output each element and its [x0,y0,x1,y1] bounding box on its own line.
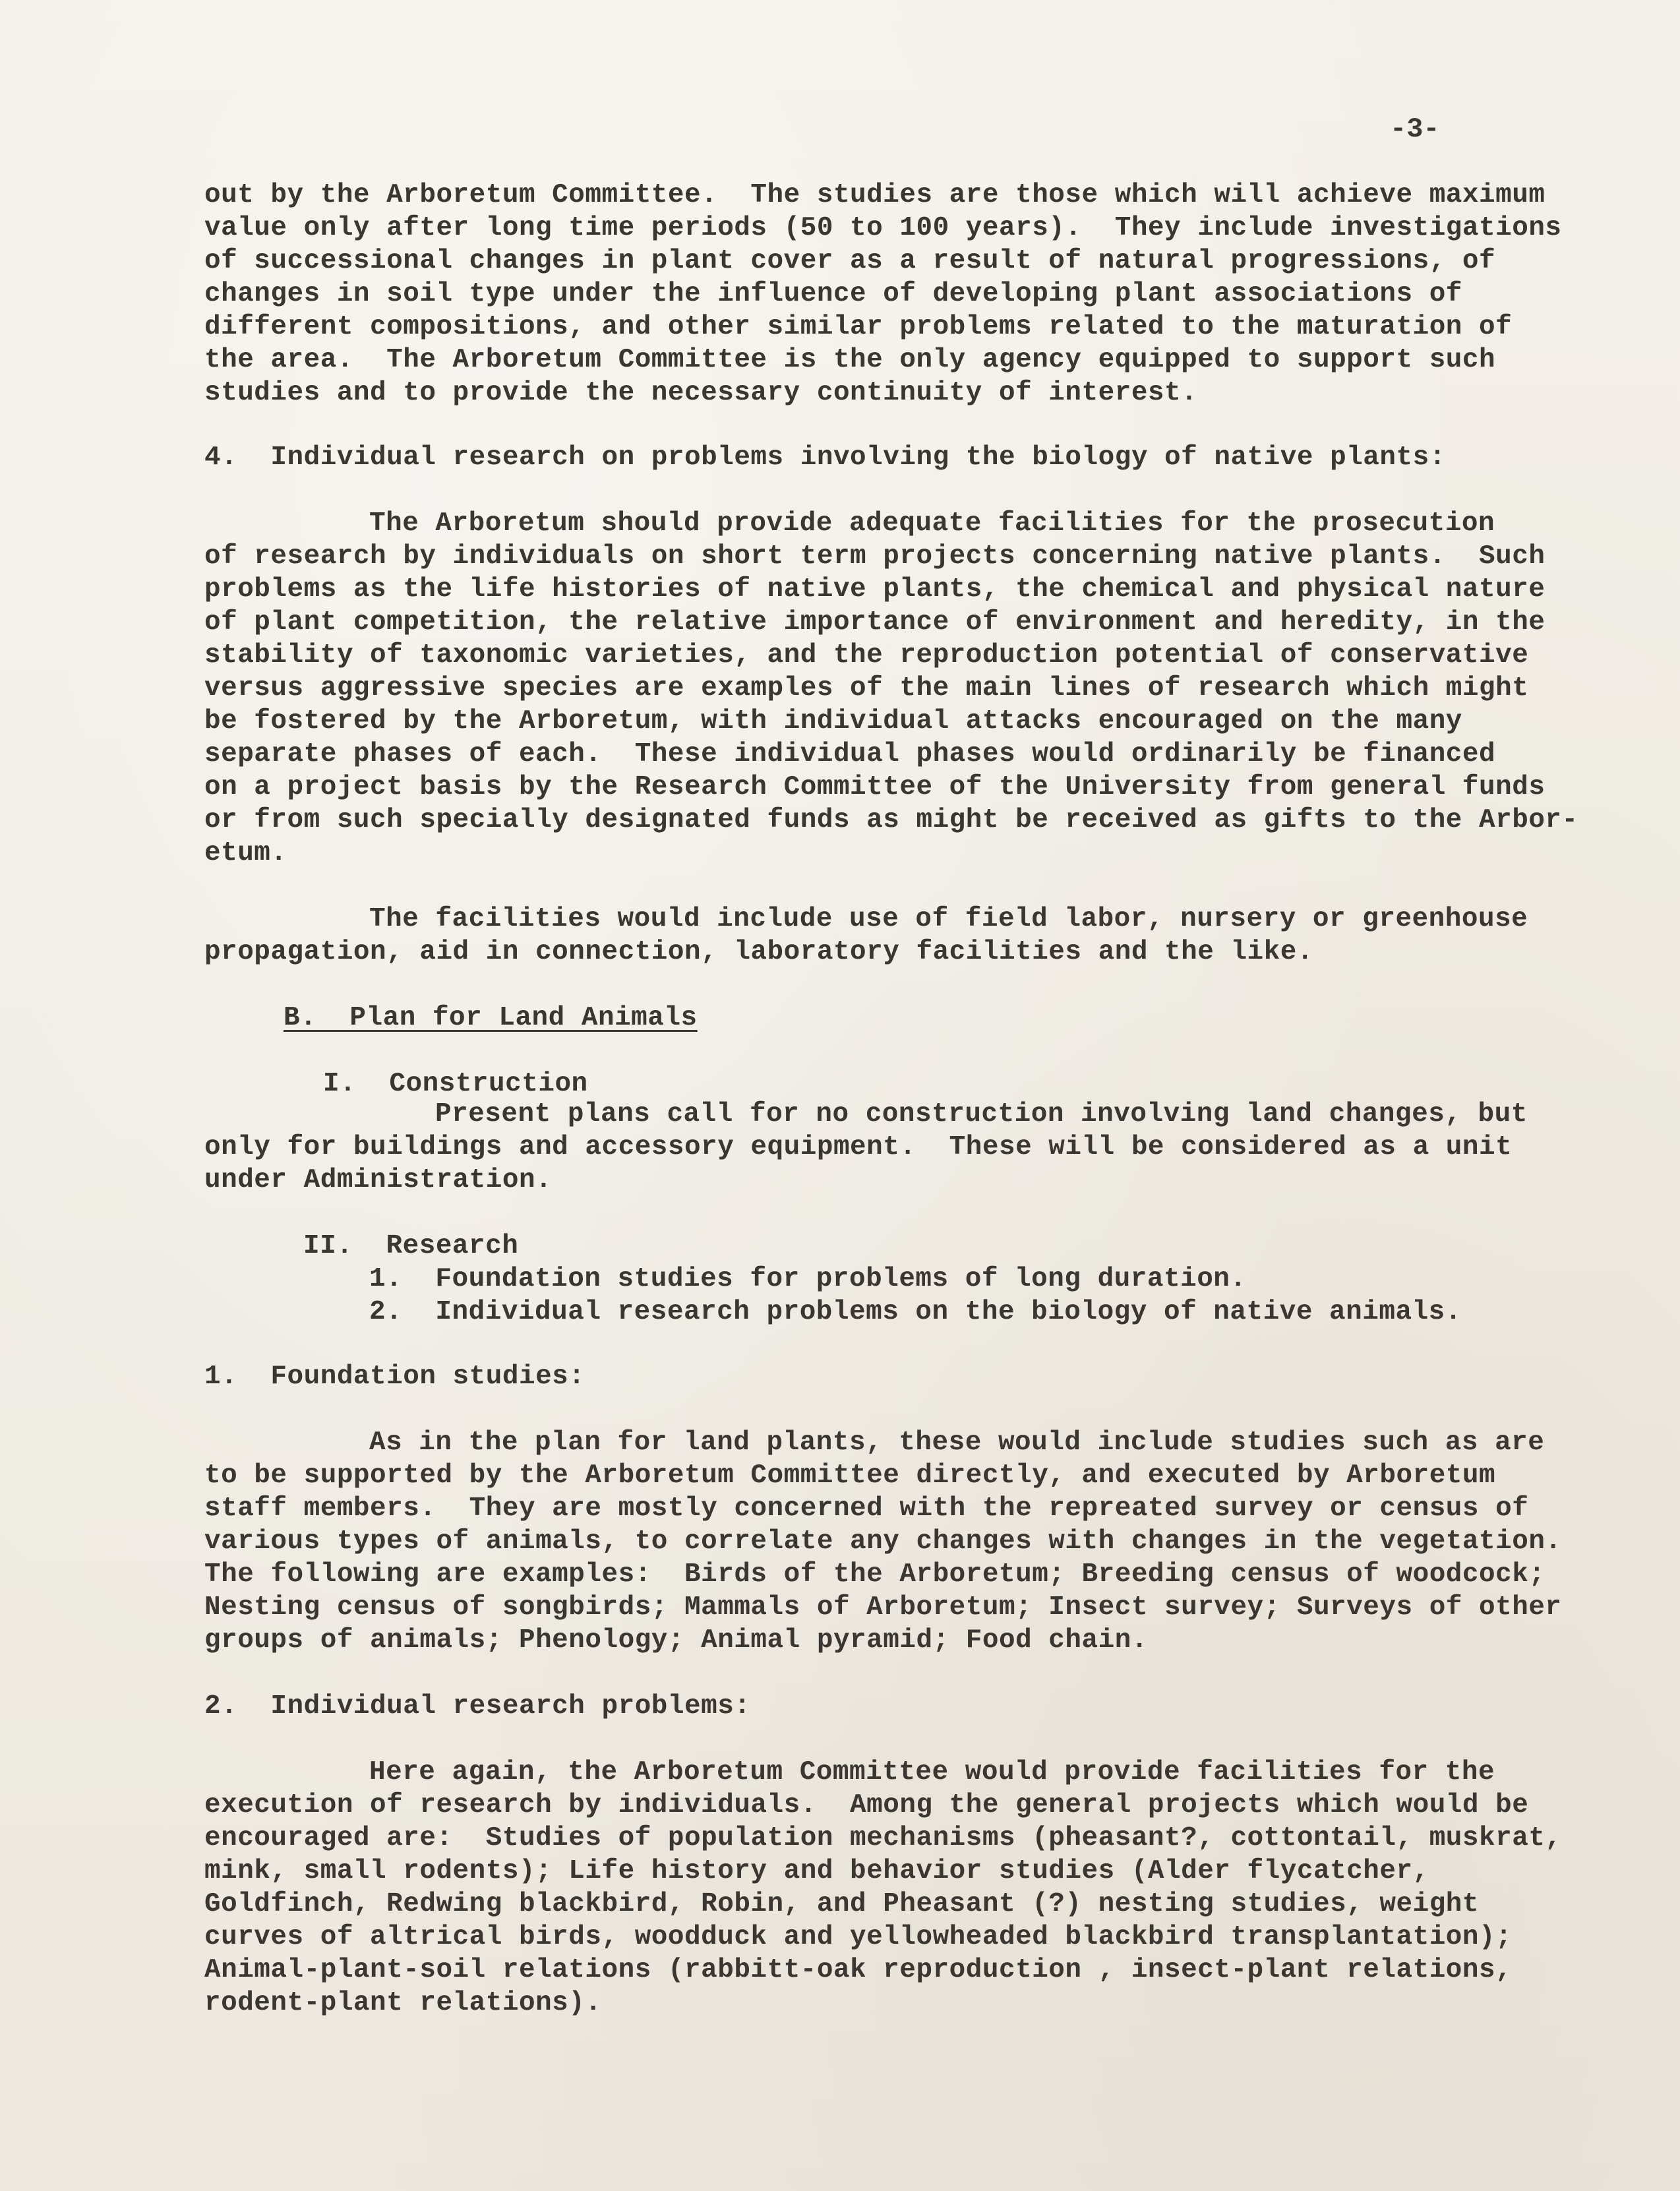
paragraph-1-line: out by the Arboretum Committee. The studies are those which will achieve maximum [204,180,1545,210]
individual-text-line: Here again, the Arboretum Committee would provide facilities for the [369,1757,1495,1787]
paragraph-3-line: propagation, aid in connection, laboratory facilities and the like. [204,937,1313,967]
construction-text-line: under Administration. [204,1165,553,1195]
paragraph-2-line: of plant competition, the relative importance of environment and heredity, in the [204,607,1545,638]
individual-heading: 2. Individual research problems: [204,1691,751,1722]
construction-text-line: only for buildings and accessory equipment. These will be considered as a unit [204,1132,1513,1162]
individual-text-line: mink, small rodents); Life history and behavior studies (Alder flycatcher, [204,1856,1429,1886]
construction-heading: I. Construction [323,1069,588,1099]
paragraph-2-line: be fostered by the Arboretum, with individual attacks encouraged on the many [204,706,1462,736]
page-number: -3- [1390,113,1440,145]
paragraph-2-line: etum. [204,838,287,868]
foundation-text-line: The following are examples: Birds of the Arboretum; Breeding census of woodcock; [204,1559,1545,1590]
research-item: 1. Foundation studies for problems of long duration. [369,1264,1247,1294]
paragraph-2-line: versus aggressive species are examples of the main lines of research which might [204,673,1529,704]
research-item: 2. Individual research problems on the biology of native animals. [369,1297,1462,1327]
foundation-text-line: As in the plan for land plants, these would include studies such as are [369,1427,1545,1458]
section-b-heading: B. Plan for Land Animals [284,1003,698,1033]
paragraph-1-line: different compositions, and other similar problems related to the maturation of [204,312,1513,342]
foundation-text-line: staff members. They are mostly concerned with the repreated survey or census of [204,1493,1529,1524]
paragraph-1-line: of successional changes in plant cover as a result of natural progressions, of [204,246,1496,276]
foundation-text-line: to be supported by the Arboretum Committee directly, and executed by Arboretum [204,1460,1496,1491]
individual-text-line: Animal-plant-soil relations (rabbitt-oak reproduction , insect-plant relations, [204,1955,1513,1985]
paragraph-2-line: stability of taxonomic varieties, and the reproduction potential of conservative [204,640,1529,671]
individual-text-line: rodent-plant relations). [204,1988,602,2018]
paragraph-2-line: problems as the life histories of native plants, the chemical and physical nature [204,574,1545,605]
individual-text-line: encouraged are: Studies of population mechanisms (pheasant?, cottontail, muskrat, [204,1823,1562,1853]
paragraph-1-line: changes in soil type under the influence of developing plant associations of [204,279,1462,309]
section-4-heading: 4. Individual research on problems involving the biology of native plants: [204,442,1446,473]
foundation-text-line: groups of animals; Phenology; Animal pyramid; Food chain. [204,1625,1148,1656]
paragraph-1-line: the area. The Arboretum Committee is the only agency equipped to support such [204,345,1496,375]
individual-text-line: curves of altrical birds, woodduck and yellowheaded blackbird transplantation); [204,1922,1513,1952]
paragraph-1-line: studies and to provide the necessary continuity of interest. [204,378,1198,408]
individual-text-line: Goldfinch, Redwing blackbird, Robin, and Pheasant (?) nesting studies, weight [204,1889,1480,1919]
paragraph-3-line: The facilities would include use of field labor, nursery or greenhouse [369,904,1528,934]
paragraph-1-line: value only after long time periods (50 to 100 years). They include investigations [204,213,1562,243]
construction-text-line: Present plans call for no construction involving land changes, but [435,1099,1528,1129]
foundation-heading: 1. Foundation studies: [204,1362,585,1392]
paragraph-2-line: separate phases of each. These individual phases would ordinarily be financed [204,739,1496,769]
research-heading: II. Research [303,1231,519,1261]
foundation-text-line: Nesting census of songbirds; Mammals of Arboretum; Insect survey; Surveys of other [204,1592,1562,1623]
paragraph-2-line: or from such specially designated funds as might be received as gifts to the Arbor- [204,805,1578,835]
foundation-text-line: various types of animals, to correlate any changes with changes in the vegetation. [204,1526,1562,1557]
paragraph-2-line: The Arboretum should provide adequate facilities for the prosecution [369,508,1495,539]
paragraph-2-line: on a project basis by the Research Committee of the University from general funds [204,772,1545,802]
paragraph-2-line: of research by individuals on short term projects concerning native plants. Such [204,541,1545,572]
individual-text-line: execution of research by individuals. Among the general projects which would be [204,1790,1529,1820]
